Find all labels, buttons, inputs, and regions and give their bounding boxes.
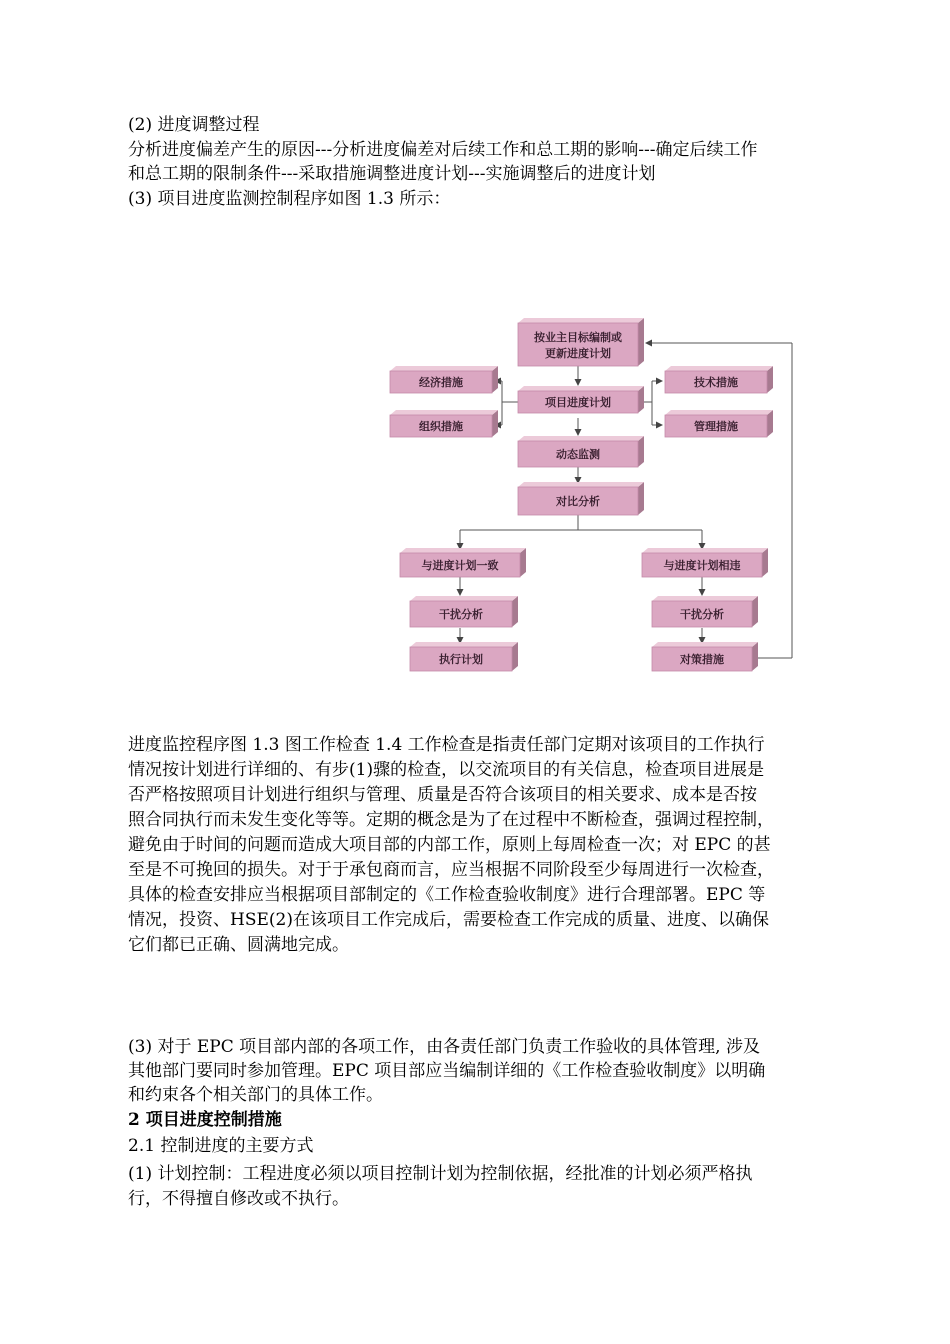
paragraph-line: 和总工期的限制条件---采取措施调整进度计划---实施调整后的进度计划 [128, 164, 656, 184]
flow-text: 管理措施 [694, 420, 738, 433]
paragraph-line: 照合同执行而未发生变化等等。定期的概念是为了在过程中不断检查，强调过程控制， [128, 810, 774, 830]
section-heading-2: 2 项目进度控制措施 [128, 1110, 282, 1130]
flow-box-comparison [518, 482, 644, 515]
flow-text: 组织措施 [419, 420, 463, 433]
section-heading-2-1: 2.1 控制进度的主要方式 [128, 1136, 314, 1156]
flow-text: 动态监测 [556, 448, 600, 461]
flow-box-deviation [642, 548, 768, 577]
paragraph-line: 分析进度偏差产生的原因---分析进度偏差对后续工作和总工期的影响---确定后续工作 [128, 140, 758, 160]
flow-box-interference-left [410, 596, 518, 627]
flow-box-countermeasures [652, 642, 758, 671]
paragraph-line: 和约束各个相关部门的具体工作。 [128, 1085, 383, 1105]
paragraph-line: 具体的检查安排应当根据项目部制定的《工作检查验收制度》进行合理部署。EPC 等 [128, 885, 766, 905]
flow-text: 经济措施 [419, 376, 463, 389]
paragraph-line: 情况，投资、HSE(2)在该项目工作完成后，需要检查工作完成的质量、进度、以确保 [128, 910, 769, 930]
paragraph-line: 至是不可挽回的损失。对于于承包商而言，应当根据不同阶段至少每周进行一次检查， [128, 860, 774, 880]
flow-text: 按业主目标编制或 [534, 331, 622, 344]
flow-box-execute-plan [410, 642, 518, 671]
flow-box-economic [390, 366, 498, 393]
paragraph-line: 其他部门要同时参加管理。EPC 项目部应当编制详细的《工作检查验收制度》以明确 [128, 1061, 766, 1081]
flow-box-project-plan [518, 386, 644, 413]
flow-box-technical [665, 366, 773, 393]
flow-box-consistent [400, 548, 526, 577]
flow-text: 干扰分析 [439, 608, 483, 621]
flow-box-dynamic-monitoring [518, 436, 644, 467]
flow-text: 对比分析 [556, 495, 600, 508]
flow-text: 技术措施 [694, 376, 738, 389]
flow-box-organization [390, 410, 498, 437]
flow-text: 对策措施 [680, 653, 724, 666]
flow-text: 与进度计划一致 [421, 559, 499, 572]
flow-text: 执行计划 [439, 653, 483, 666]
flow-text: 项目进度计划 [545, 396, 611, 409]
paragraph-line: 避免由于时间的问题而造成大项目部的内部工作，原则上每周检查一次；对 EPC 的甚 [128, 835, 771, 855]
progress-monitoring-flowchart [380, 315, 800, 680]
flow-box-management [665, 410, 773, 437]
flow-box-interference-right [652, 596, 758, 627]
section-heading-adjust: (2) 进度调整过程 [128, 115, 260, 135]
section-heading-monitor: (3) 项目进度监测控制程序如图 1.3 所示： [128, 189, 451, 209]
flow-text: 干扰分析 [680, 608, 724, 621]
paragraph-line: 情况按计划进行详细的、有步(1)骤的检查，以交流项目的有关信息，检查项目进展是 [128, 760, 765, 780]
paragraph-line: (3) 对于 EPC 项目部内部的各项工作，由各责任部门负责工作验收的具体管理, 涉及 [128, 1037, 760, 1057]
flow-box-update-plan [518, 318, 644, 366]
paragraph-line: 进度监控程序图 1.3 图工作检查 1.4 工作检查是指责任部门定期对该项目的工作执行 [128, 735, 765, 755]
flow-text: 与进度计划相违 [663, 559, 741, 572]
paragraph-line: 行，不得擅自修改或不执行。 [128, 1189, 349, 1209]
paragraph-line: 否严格按照项目计划进行组织与管理、质量是否符合该项目的相关要求、成本是否按 [128, 785, 757, 805]
paragraph-line: 它们都已正确、圆满地完成。 [128, 935, 349, 955]
paragraph-line: (1) 计划控制：工程进度必须以项目控制计划为控制依据，经批准的计划必须严格执 [128, 1164, 753, 1184]
flow-text: 更新进度计划 [545, 347, 611, 360]
